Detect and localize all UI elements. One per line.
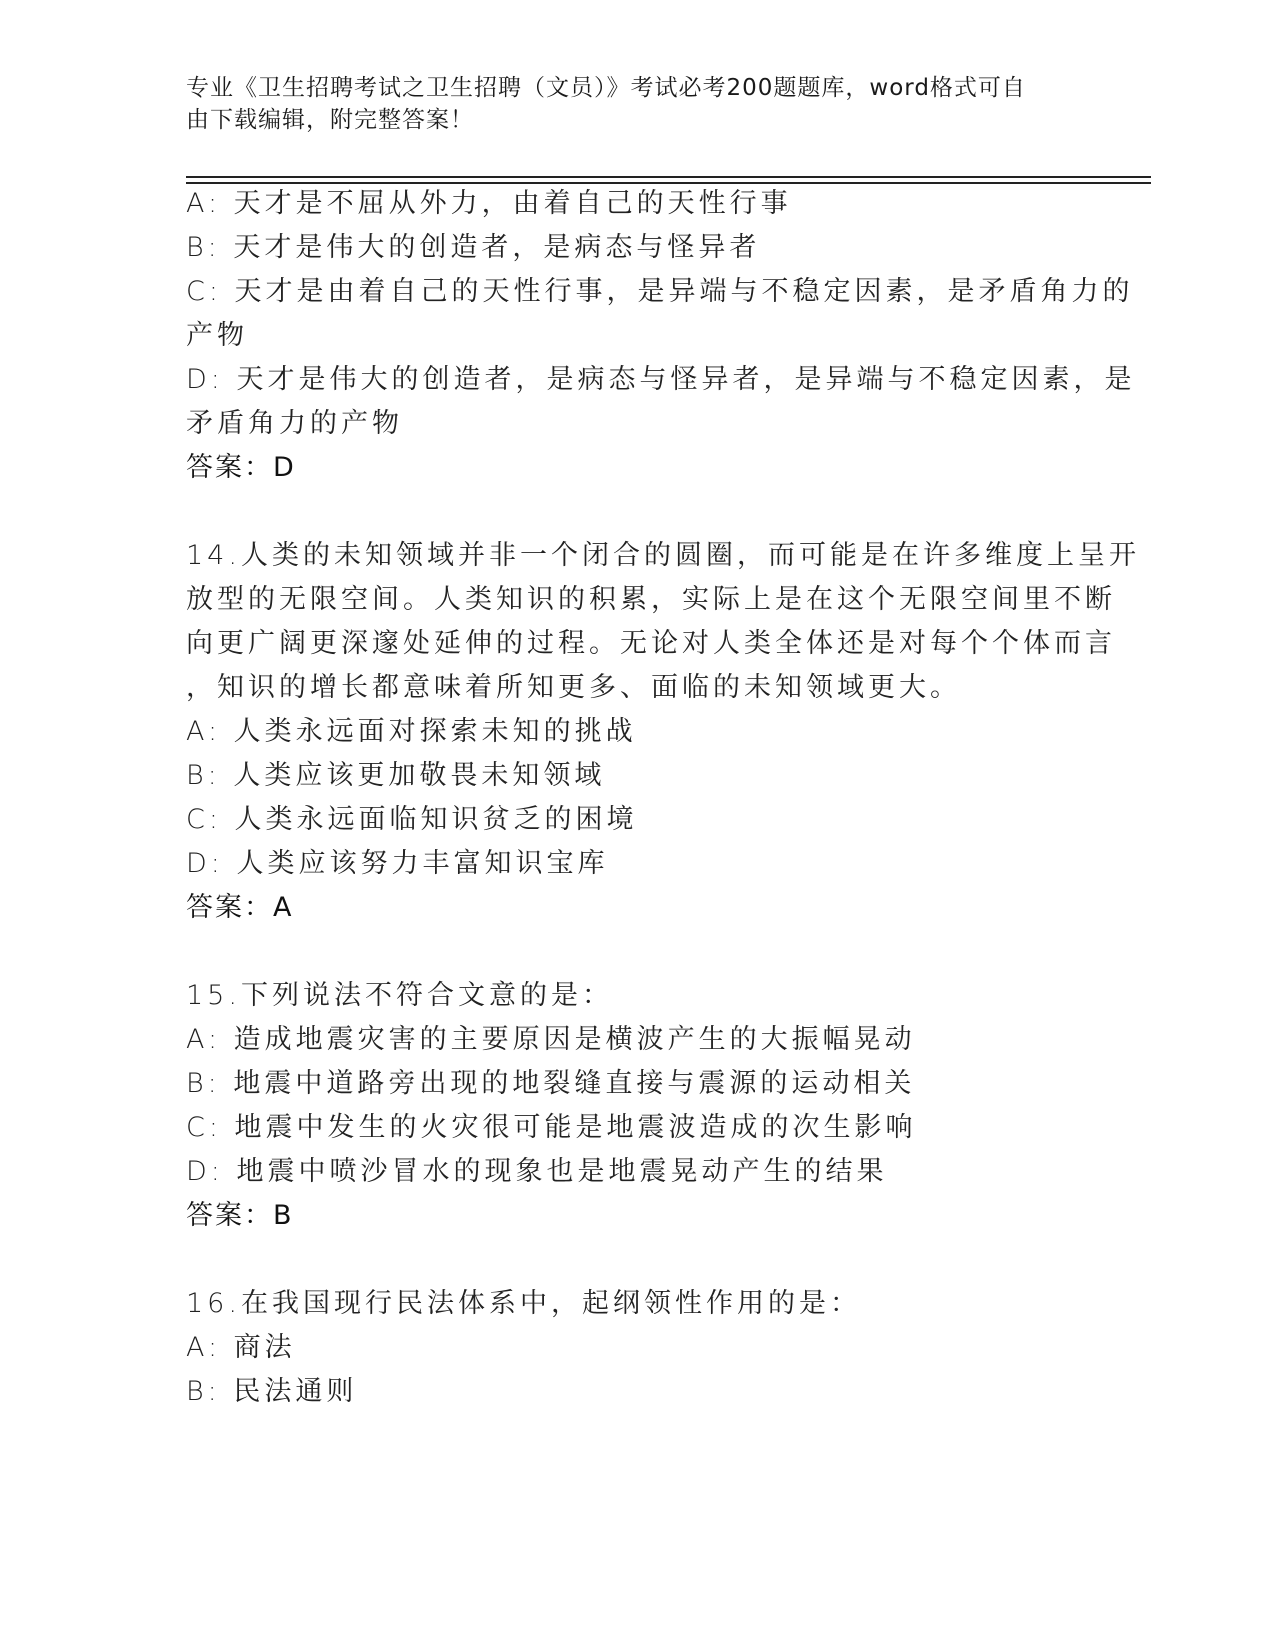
q13-option-c: C: 天才是由着自己的天性行事，是异端与不稳定因素，是矛盾角力的 [186,276,1134,307]
q16-option-a: A: 商法 [186,1332,296,1363]
q16-option-b: B: 民法通则 [186,1376,358,1407]
q16-stem: 16.在我国现行民法体系中，起纲领性作用的是： [186,1288,861,1319]
q14-stem-line-4: ，知识的增长都意味着所知更多、面临的未知领域更大。 [186,672,961,703]
q14-option-c: C: 人类永远面临知识贫乏的困境 [186,804,638,835]
header-divider-top [186,176,1151,178]
q14-option-d: D: 人类应该努力丰富知识宝库 [186,848,609,879]
q13-answer: 答案：D [186,452,296,483]
q15-option-d: D: 地震中喷沙冒水的现象也是地震晃动产生的结果 [186,1156,888,1187]
q15-option-a: A: 造成地震灾害的主要原因是横波产生的大振幅晃动 [186,1024,916,1055]
q13-option-c-cont: 产物 [186,320,248,351]
q13-option-d-cont: 矛盾角力的产物 [186,408,403,439]
q13-option-d: D: 天才是伟大的创造者，是病态与怪异者，是异端与不稳定因素，是 [186,364,1136,395]
q14-stem-line-2: 放型的无限空间。人类知识的积累，实际上是在这个无限空间里不断 [186,584,1116,615]
q15-stem: 15.下列说法不符合文意的是： [186,980,613,1011]
document-header [186,72,1066,136]
header-line-1: 专业《卫生招聘考试之卫生招聘（文员）》考试必考200题题库，word格式可自 [186,75,1026,101]
q14-stem-line-3: 向更广阔更深邃处延伸的过程。无论对人类全体还是对每个个体而言 [186,628,1116,659]
q14-option-a: A: 人类永远面对探索未知的挑战 [186,716,637,747]
q15-answer: 答案：B [186,1200,294,1231]
header-line-2: 由下载编辑，附完整答案！ [186,107,474,133]
q15-option-b: B: 地震中道路旁出现的地裂缝直接与震源的运动相关 [186,1068,916,1099]
q13-option-b: B: 天才是伟大的创造者，是病态与怪异者 [186,232,761,263]
q15-option-c: C: 地震中发生的火灾很可能是地震波造成的次生影响 [186,1112,917,1143]
q14-option-b: B: 人类应该更加敬畏未知领域 [186,760,606,791]
q13-option-a: A: 天才是不屈从外力，由着自己的天性行事 [186,188,792,219]
q14-stem-line-1: 14.人类的未知领域并非一个闭合的圆圈，而可能是在许多维度上呈开 [186,540,1140,571]
q14-answer: 答案：A [186,892,294,923]
